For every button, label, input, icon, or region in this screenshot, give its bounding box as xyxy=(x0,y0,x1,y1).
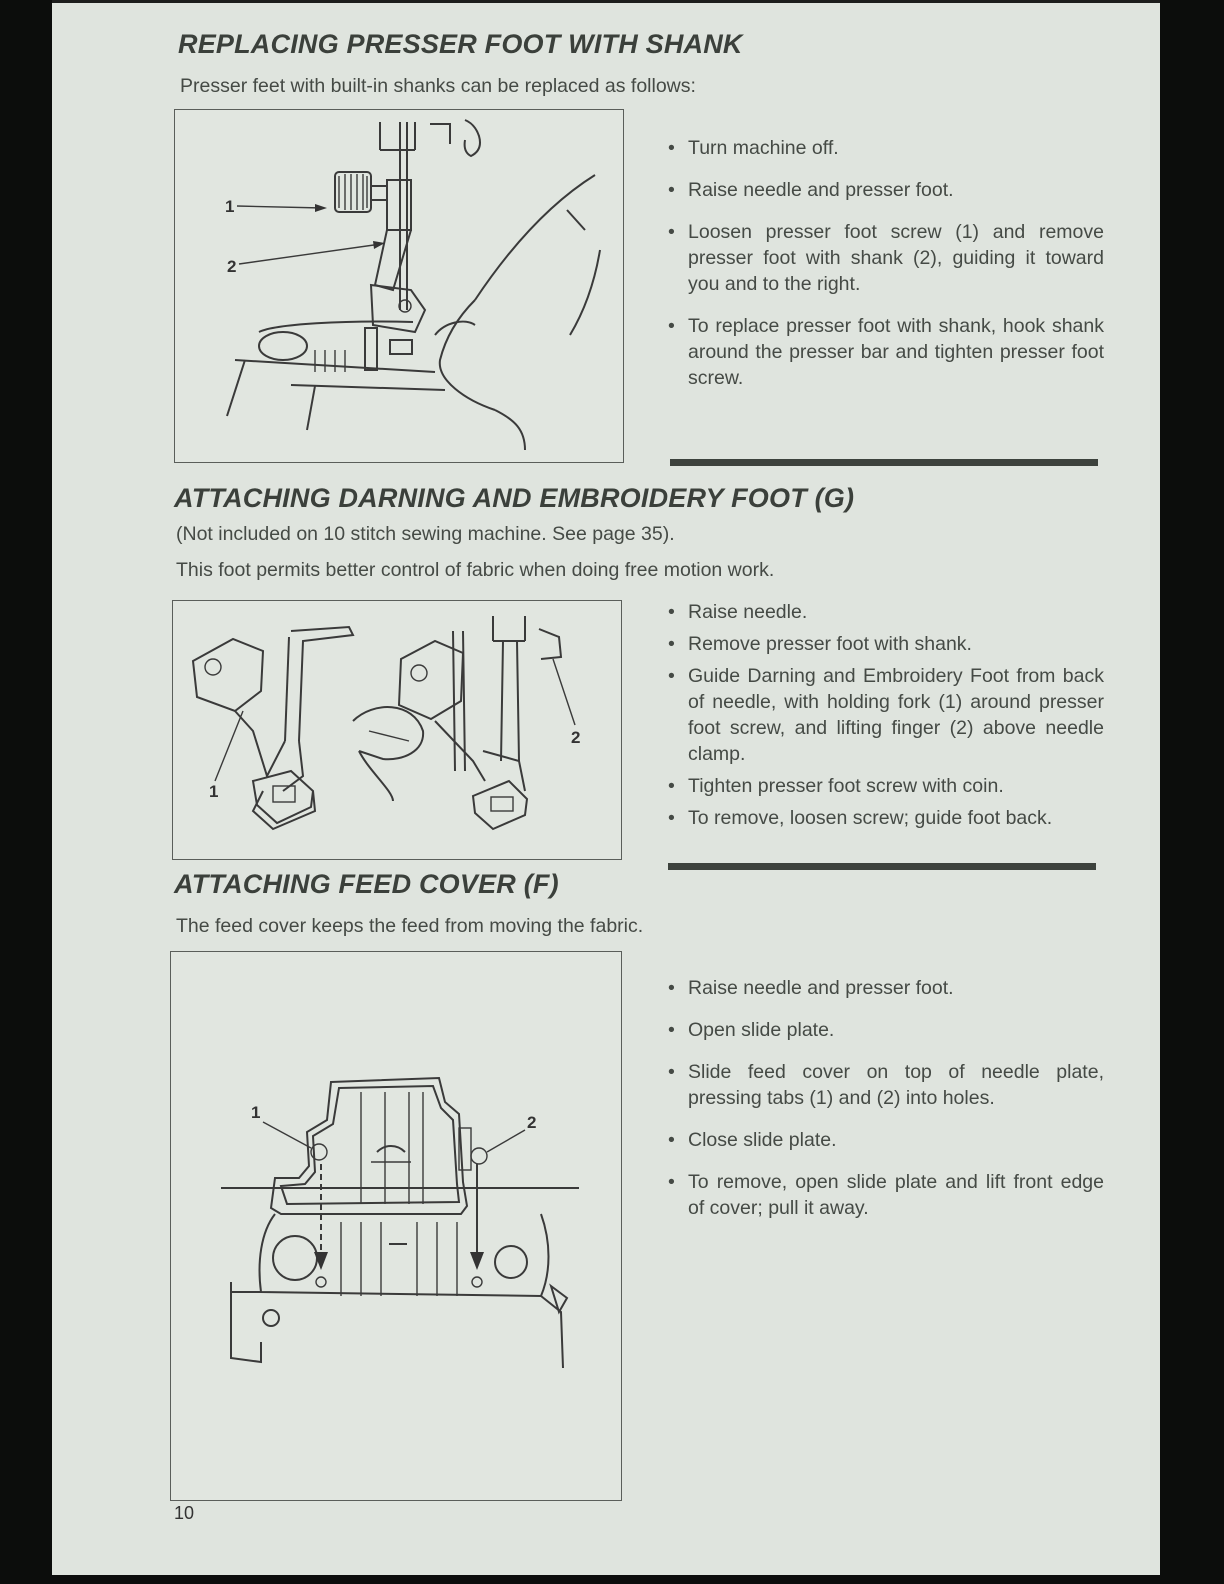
figure-darning-foot xyxy=(172,600,622,860)
callout-shank-2: 2 xyxy=(227,257,237,276)
step-item: • Remove presser foot with shank. xyxy=(668,631,1104,657)
step-item: • Guide Darning and Embroidery Foot from back of needle, with holding fork (1) around presser foot screw, and lifting finger (2) above needle clamp. xyxy=(668,663,1104,767)
feed-cover-illustration xyxy=(171,952,621,1500)
step-item: • To remove, loosen screw; guide foot back. xyxy=(668,805,1104,831)
darning-foot-illustration xyxy=(173,601,621,859)
section-intro-feed-cover: The feed cover keeps the feed from moving the fabric. xyxy=(176,915,644,937)
section-title-darning-embroidery: ATTACHING DARNING AND EMBROIDERY FOOT (G) xyxy=(174,483,855,513)
section-divider xyxy=(668,863,1096,870)
callout-tab-2: 2 xyxy=(527,1113,537,1132)
step-item: • Raise needle and presser foot. xyxy=(668,177,1104,203)
steps-list-feed-cover xyxy=(668,975,1104,1221)
step-item: • Close slide plate. xyxy=(668,1127,1104,1153)
steps-list-darning xyxy=(668,599,1104,831)
step-item: • Loosen presser foot screw (1) and remove presser foot with shank (2), guiding it toward you and to the right. xyxy=(668,219,1104,297)
step-item: • Turn machine off. xyxy=(668,135,1104,161)
section-intro-darning: This foot permits better control of fabric when doing free motion work. xyxy=(176,559,775,581)
section-note-darning: (Not included on 10 stitch sewing machine. See page 35). xyxy=(176,523,675,545)
section-title-feed-cover: ATTACHING FEED COVER (F) xyxy=(174,869,559,899)
step-item: • To replace presser foot with shank, hook shank around the presser bar and tighten presser foot screw. xyxy=(668,313,1104,391)
presser-foot-shank-illustration xyxy=(175,110,623,462)
section-title-replacing-presser-foot: REPLACING PRESSER FOOT WITH SHANK xyxy=(178,29,743,59)
step-item: • To remove, open slide plate and lift front edge of cover; pull it away. xyxy=(668,1169,1104,1221)
step-item: • Raise needle and presser foot. xyxy=(668,975,1104,1001)
step-item: • Open slide plate. xyxy=(668,1017,1104,1043)
section-intro-replacing: Presser feet with built-in shanks can be replaced as follows: xyxy=(180,75,696,97)
section-divider xyxy=(670,459,1098,466)
figure-presser-foot-shank xyxy=(174,109,624,463)
callout-finger-2: 2 xyxy=(571,728,581,747)
step-item: • Raise needle. xyxy=(668,599,1104,625)
step-item: • Tighten presser foot screw with coin. xyxy=(668,773,1104,799)
callout-fork-1: 1 xyxy=(209,782,219,801)
page-number: 10 xyxy=(174,1503,195,1523)
step-item: • Slide feed cover on top of needle plate, pressing tabs (1) and (2) into holes. xyxy=(668,1059,1104,1111)
callout-screw-1: 1 xyxy=(225,197,235,216)
manual-page xyxy=(52,0,1160,1575)
callout-tab-1: 1 xyxy=(251,1103,261,1122)
figure-feed-cover xyxy=(170,951,622,1501)
steps-list-replacing xyxy=(668,135,1104,391)
